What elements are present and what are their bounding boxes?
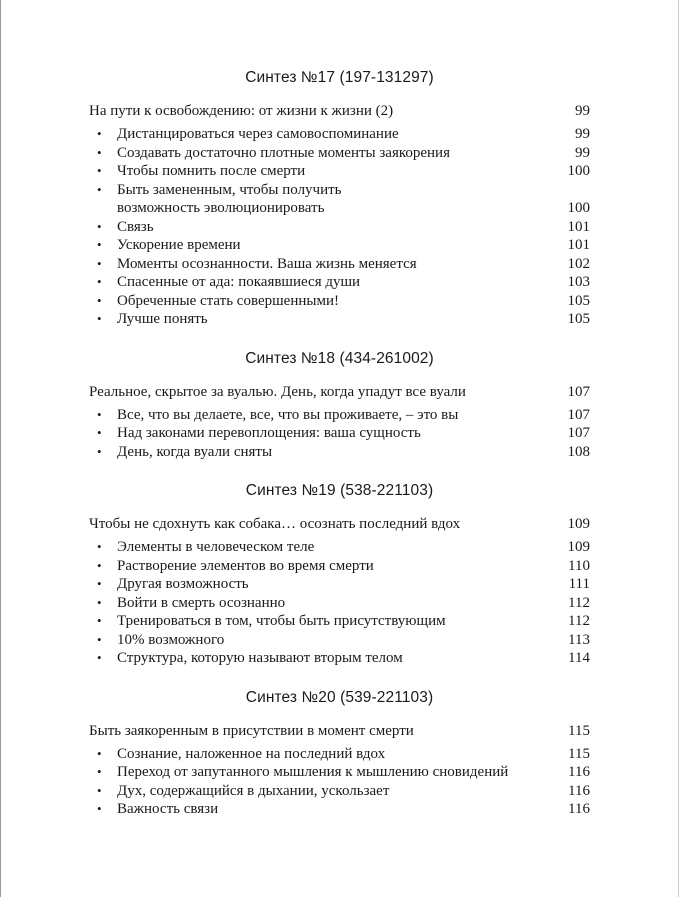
- subentry-title: Создавать достаточно плотные моменты заякорения: [117, 144, 450, 161]
- toc-section: [89, 481, 590, 668]
- bullet-icon: •: [97, 126, 102, 141]
- page-number: 100: [567, 200, 590, 216]
- bullet-icon: •: [97, 782, 102, 798]
- page-number: 112: [568, 613, 590, 629]
- subentry[interactable]: [89, 273, 590, 292]
- section-title: Синтез №17 (197-131297): [245, 69, 434, 86]
- toc-section: [89, 349, 590, 462]
- subentry-title: Дистанцироваться через самовоспоминание: [117, 126, 399, 142]
- bullet-icon: •: [97, 801, 102, 816]
- bullet-icon: •: [97, 406, 102, 422]
- subentry-title-line-2: возможность эволюционировать: [117, 200, 325, 216]
- subentry-title: Лучше понять: [117, 311, 208, 327]
- page-number: 116: [568, 764, 590, 780]
- subentry[interactable]: [89, 557, 590, 576]
- bullet-icon: •: [97, 425, 102, 440]
- bullet-icon: •: [97, 292, 102, 308]
- chapter-title: Чтобы не сдохнуть как собака… осознать последний вдох: [89, 516, 461, 532]
- subentry-title: Структура, которую называют вторым телом: [117, 650, 403, 666]
- section-title: Синтез №19 (538-221103): [245, 482, 434, 499]
- toc-section: [89, 68, 590, 329]
- chapter-entry[interactable]: [89, 102, 590, 120]
- bullet-icon: •: [97, 557, 102, 573]
- subentry[interactable]: [89, 649, 590, 668]
- subentry-title: Связь: [117, 218, 154, 235]
- subentry-title: Элементы в человеческом теле: [117, 539, 315, 555]
- bullet-icon: •: [97, 443, 102, 459]
- page-number: 101: [567, 218, 590, 235]
- subentry[interactable]: [89, 631, 590, 650]
- bullet-icon: •: [97, 764, 102, 779]
- subentry[interactable]: [89, 162, 590, 181]
- section-title: Синтез №18 (434-261002): [245, 349, 434, 367]
- bullet-icon: •: [97, 274, 102, 289]
- page-number: 108: [567, 443, 590, 460]
- bullet-icon: •: [97, 311, 102, 326]
- bullet-icon: •: [97, 181, 102, 197]
- page-number: 109: [567, 516, 590, 532]
- page-number: 107: [567, 425, 590, 441]
- subentry-title: [117, 181, 560, 218]
- subentry[interactable]: [89, 310, 590, 329]
- subentry[interactable]: [89, 144, 590, 163]
- page-number: 103: [567, 274, 590, 290]
- subentry-list: [89, 538, 590, 668]
- subentry-title: Все, что вы делаете, все, что вы проживаете, – это вы: [117, 406, 459, 423]
- chapter-title: На пути к освобождению: от жизни к жизни (2): [89, 103, 394, 119]
- subentry[interactable]: [89, 218, 590, 237]
- subentry[interactable]: [89, 443, 590, 462]
- page-number: 99: [575, 126, 590, 142]
- chapter-entry[interactable]: [89, 515, 590, 533]
- section-spacer: [89, 329, 590, 349]
- subentry-title: 10% возможного: [117, 631, 225, 648]
- bullet-icon: •: [97, 539, 102, 554]
- subentry-title: Важность связи: [117, 801, 219, 817]
- section-spacer: [89, 668, 590, 688]
- toc-section: [89, 688, 590, 819]
- subentry-title: Спасенные от ада: покаявшиеся души: [117, 274, 361, 290]
- page-number: 115: [568, 745, 590, 762]
- subentry-title: Другая возможность: [117, 576, 249, 592]
- subentry[interactable]: [89, 125, 590, 144]
- subentry[interactable]: [89, 424, 590, 443]
- subentry-title: Дух, содержащийся в дыхании, ускользает: [117, 782, 390, 799]
- subentry[interactable]: [89, 538, 590, 557]
- subentry-title: Над законами перевоплощения: ваша сущность: [117, 425, 421, 441]
- subentry-title: Растворение элементов во время смерти: [117, 557, 374, 574]
- subentry-title: Ускорение времени: [117, 237, 241, 253]
- page-number: 111: [568, 576, 590, 592]
- page-number: 113: [568, 631, 590, 648]
- subentry-list: [89, 745, 590, 819]
- page-number: 112: [568, 594, 590, 611]
- page-number: 99: [575, 144, 590, 161]
- subentry-title: Моменты осознанности. Ваша жизнь меняется: [117, 255, 417, 272]
- page-number: 102: [567, 255, 590, 272]
- chapter-entry[interactable]: [89, 383, 590, 401]
- bullet-icon: •: [97, 613, 102, 628]
- bullet-icon: •: [97, 650, 102, 665]
- bullet-icon: •: [97, 594, 102, 610]
- subentry[interactable]: [89, 255, 590, 274]
- chapter-title: Быть заякоренным в присутствии в момент смерти: [89, 722, 414, 739]
- subentry-title: Войти в смерть осознанно: [117, 594, 286, 611]
- subentry[interactable]: [89, 763, 590, 782]
- chapter-entry[interactable]: [89, 722, 590, 740]
- subentry-title: Переход от запутанного мышления к мышлению сновидений: [117, 764, 509, 780]
- page-number: 105: [567, 292, 590, 309]
- page-number: 101: [567, 237, 590, 253]
- subentry[interactable]: [89, 782, 590, 801]
- bullet-icon: •: [97, 255, 102, 271]
- subentry-title: Тренироваться в том, чтобы быть присутствующим: [117, 613, 446, 629]
- page-number: 116: [568, 782, 590, 799]
- bullet-icon: •: [97, 218, 102, 234]
- page-number: 114: [568, 650, 590, 666]
- page-number: 105: [567, 311, 590, 327]
- subentry-title: Сознание, наложенное на последний вдох: [117, 745, 386, 762]
- subentry[interactable]: [89, 181, 590, 218]
- bullet-icon: •: [97, 745, 102, 761]
- subentry[interactable]: [89, 236, 590, 255]
- chapter-title: Реальное, скрытое за вуалью. День, когда упадут все вуали: [89, 383, 466, 400]
- section-title: Синтез №20 (539-221103): [245, 688, 434, 706]
- subentry-title: Обреченные стать совершенными!: [117, 292, 339, 309]
- subentry-list: [89, 406, 590, 462]
- page-number: 99: [575, 103, 590, 119]
- bullet-icon: •: [97, 144, 102, 160]
- subentry-title: День, когда вуали сняты: [117, 443, 273, 460]
- page-number: 107: [567, 383, 590, 400]
- subentry[interactable]: [89, 406, 590, 425]
- bullet-icon: •: [97, 163, 102, 178]
- subentry-title-line-1: Быть замененным, чтобы получить: [117, 181, 342, 198]
- table-of-contents: [89, 68, 590, 819]
- page-left-edge: [0, 0, 1, 897]
- subentry[interactable]: [89, 575, 590, 594]
- section-spacer: [89, 461, 590, 481]
- page-number: 100: [567, 163, 590, 179]
- bullet-icon: •: [97, 631, 102, 647]
- page-number: 115: [568, 722, 590, 739]
- subentry-title: Чтобы помнить после смерти: [117, 163, 306, 179]
- bullet-icon: •: [97, 576, 102, 591]
- bullet-icon: •: [97, 237, 102, 252]
- page-number: 116: [568, 801, 590, 817]
- subentry[interactable]: [89, 594, 590, 613]
- page-number: 109: [567, 539, 590, 555]
- page-number: 110: [568, 557, 590, 574]
- subentry[interactable]: [89, 612, 590, 631]
- subentry-list: [89, 125, 590, 329]
- subentry[interactable]: [89, 292, 590, 311]
- subentry[interactable]: [89, 745, 590, 764]
- subentry[interactable]: [89, 800, 590, 819]
- page-number: 107: [567, 406, 590, 423]
